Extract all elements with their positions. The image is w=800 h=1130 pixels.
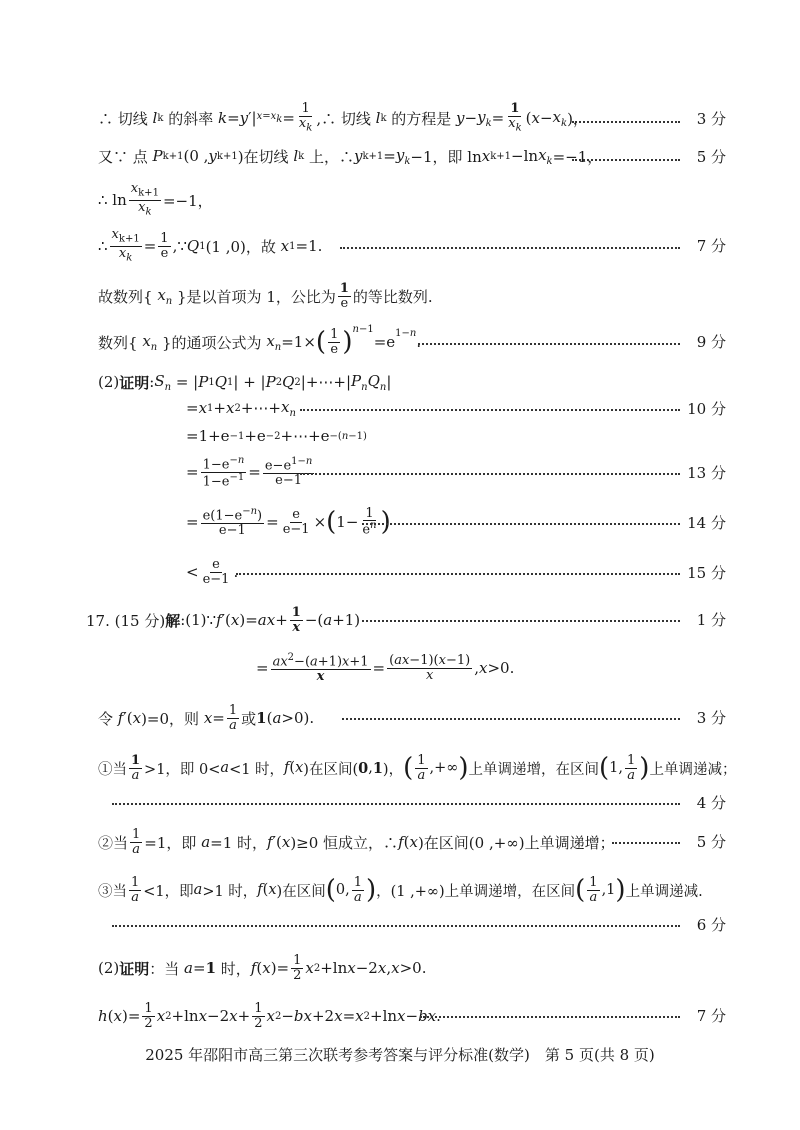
dot-leader — [236, 573, 680, 575]
line-12 — [0, 550, 800, 594]
score: 7 分 — [696, 1007, 726, 1025]
line-10-math: = $\frac{1-e^{-n}}{1-e^{-1}}$ = $\frac{e-e^{1-n}}{e-1}$ — [186, 454, 313, 489]
line-4 — [0, 224, 800, 268]
line-18 — [0, 818, 800, 862]
score: 15 分 — [687, 564, 726, 582]
line-2-math: 又∵ 点 P k+1 (0 , y k+1 )在切线 l k 上，∴ y k+1 = $y_k$ −1，即 ln x k+1 −ln $x_k$ =−1， — [98, 145, 603, 167]
dot-leader — [572, 121, 680, 123]
line-22 — [0, 992, 800, 1036]
line-13-math: 17. (15 分) 解 :(1)∵ f ′( x )= ax + $\frac{1}{x}$ −( a +1) — [86, 604, 361, 635]
line-18-math: ②当 $\frac{1}{a}$ =1，即 a =1 时， f ′( x )≥0 恒成立，∴ f ( x )在区间(0 ,+∞)上单调递增； — [98, 826, 615, 857]
line-19 — [0, 866, 800, 910]
dot-leader — [362, 620, 680, 622]
score: 5 分 — [696, 833, 726, 851]
dot-leader — [420, 1016, 680, 1018]
line-21 — [0, 944, 800, 988]
line-10 — [0, 450, 800, 494]
score: 1 分 — [696, 611, 726, 629]
line-5-math: 故数列{ $x_n$ }是以首项为 1，公比为 $\frac{1}{e}$ 的等比数列. — [98, 280, 433, 311]
score: 5 分 — [696, 148, 726, 166]
score: 4 分 — [696, 794, 726, 812]
score: 3 分 — [696, 709, 726, 727]
line-12-math: < $\frac{e}{e-1}$ . — [186, 556, 239, 587]
line-9-math: =1+e −1 +e −2 +⋯+e −(n−1) — [186, 427, 367, 445]
line-21-math: (2) 证明 ：当 a = 1 时， f ( x )= $\frac{1}{2}$ x 2 +ln x −2 x , x >0. — [98, 952, 427, 983]
line-22-math: h ( x )= $\frac{1}{2}$ x 2 +ln x −2 x + $\frac{1}{2}$ x 2 − bx +2 x = x 2 +ln x − bx . — [98, 1000, 441, 1031]
line-15 — [0, 696, 800, 740]
line-4-math: ∴ $\frac{x_{k+1}}{x_k}$ = $\frac{1}{e}$ ,∵ Q 1 (1 ,0)，故 x 1 =1. — [98, 227, 323, 264]
line-11 — [0, 500, 800, 544]
line-15-math: 令 f ′( x )=0，则 x = $\frac{1}{a}$ 或 1 ( a >0). — [98, 702, 315, 733]
score: 7 分 — [696, 237, 726, 255]
line-7-math: (2) 证明 : $S_n$ = | P 1 Q 1 | + | P 2 Q 2 |+⋯+| $P_nQ_n$ | — [98, 371, 392, 393]
line-14-math: = $\frac{ax^2-(a+1)x+1}{x}$ = $\frac{(ax-1)(x-1)}{x}$ , x >0. — [256, 651, 515, 684]
line-2 — [0, 134, 800, 178]
line-16 — [0, 744, 800, 788]
score: 10 分 — [687, 400, 726, 418]
transcript — [0, 0, 1, 1]
line-13 — [0, 598, 800, 642]
line-6-math: 数列{ $x_n$ }的通项公式为 $x_n$ =1× ( $\frac{1}{e}$ ) $^{n -1}$ =e $_{1-n}$ . — [98, 324, 422, 357]
dot-leader — [342, 718, 680, 720]
dot-leader — [612, 842, 680, 844]
line-5 — [0, 274, 800, 318]
line-1-math: ∴ 切线 l k 的斜率 k = y ′| $x=x_k$ = $\frac{1}{x_k}$ ,∴ 切线 l k 的方程是 y − $y_k$ = $\frac{1}{x_k}$ ( x − $x_k$ )， — [98, 101, 588, 134]
score: 13 分 — [687, 464, 726, 482]
line-19-math: ③当 $\frac{1}{a}$ <1，即 a >1 时， f ( x )在区间 ( 0, $\frac{1}{a}$ ) ，(1 ,+∞)上单调递增，在区间 ( $\frac{1}{a}$ ,1 ) 上单调递减. — [98, 874, 703, 905]
line-16-math: ①当 $\frac{1}{a}$ >1，即 0< a <1 时， f ( x )在区间( 0 , 1 )， ( $\frac{1}{a}$ ,+∞ ) 上单调递增，在区间 ( 1, $\frac{1}{a}$ ) 上单调递减； — [98, 752, 737, 783]
dot-leader — [340, 247, 680, 249]
dot-leader — [112, 925, 680, 927]
line-6 — [0, 320, 800, 364]
score: 3 分 — [696, 110, 726, 128]
line-3-math: ∴ ln $\frac{x_{k+1}}{x_k}$ =−1， — [98, 181, 213, 218]
dot-leader — [300, 409, 680, 411]
line-14 — [0, 644, 800, 688]
dot-leader — [362, 523, 680, 525]
score: 14 分 — [687, 514, 726, 532]
dot-leader — [112, 803, 680, 805]
page-footer: 2025 年邵阳市高三第三次联考参考答案与评分标准(数学) 第 5 页(共 8 页) — [145, 1046, 655, 1064]
line-8-math: = x 1 + x 2 +⋯+ $x_n$ — [186, 397, 296, 419]
line-11-math: = $\frac{e(1-e^{-n})}{e-1}$ = $\frac{e}{e-1}$ × ( 1− $\frac{1}{e^n}$ ) — [186, 505, 391, 538]
line-3 — [0, 178, 800, 222]
dot-leader — [572, 159, 680, 161]
score: 6 分 — [696, 916, 726, 934]
score: 9 分 — [696, 333, 726, 351]
dot-leader — [300, 473, 680, 475]
dot-leader — [418, 343, 680, 345]
